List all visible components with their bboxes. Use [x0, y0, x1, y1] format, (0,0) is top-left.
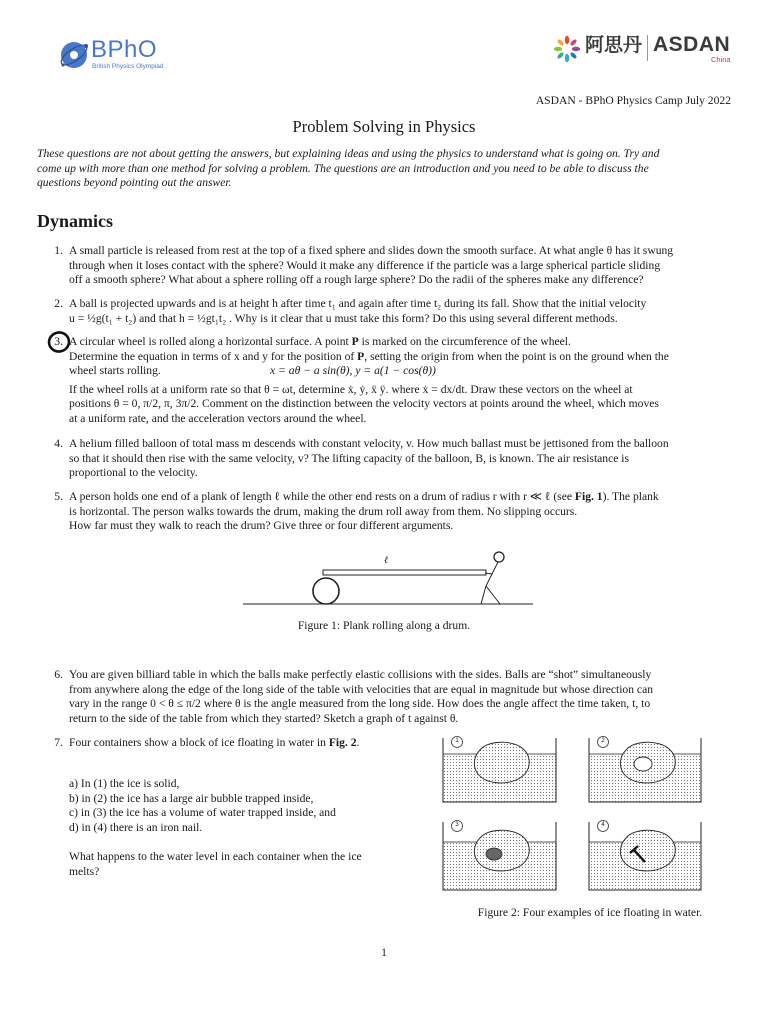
container-3 — [443, 821, 556, 891]
question-line: through when it loses contact with the sphere? Would it make any difference if the particle was a large spherical particle sliding — [69, 258, 661, 272]
question-1 — [69, 244, 731, 288]
question-number: 3. — [54, 335, 63, 348]
question-line: positions θ = 0, π/2, π, 3π/2. Comment on the distinction between the velocity vectors at points around the wheel, which moves — [69, 397, 659, 411]
question-line: You are given billiard table in which the balls make perfectly elastic collisions with the sides. Balls are “shot” simultaneously — [69, 668, 652, 681]
list-item: b) in (2) the ice has a large air bubble trapped inside, — [69, 791, 314, 805]
question-line — [69, 350, 731, 365]
question-line: What happens to the water level in each container when the ice — [69, 850, 362, 863]
text-run: is marked on the circumference of the wheel. — [358, 335, 571, 348]
bpho-logo — [57, 36, 187, 74]
question-line: A small particle is released from rest at the top of a fixed sphere and slides down the smooth surface. At what angle θ has it swung — [69, 244, 674, 257]
question-line: A ball is projected upwards and is at height h after time t₁ and again after time t₂ during its fall. Show that the initial velocity — [69, 297, 647, 310]
question-line: return to the side of the table from which they started? Sketch a graph of t against θ. — [69, 711, 459, 725]
text-run: Four containers show a block of ice floating in water in — [69, 736, 329, 749]
text-run: , setting the origin from when the point is on the ground when the — [364, 349, 669, 363]
question-5 — [69, 490, 731, 534]
asdan-divider — [647, 35, 648, 61]
point-label: P — [357, 349, 365, 363]
question-number: 7. — [54, 736, 63, 749]
question-7-items — [69, 777, 414, 835]
list-item: c) in (3) the ice has a volume of water trapped inside, and — [69, 806, 336, 820]
question-line — [69, 736, 414, 751]
question-line: How far must they walk to reach the drum? Give three or four different arguments. — [69, 519, 454, 533]
question-line: u = ½g(t₁ + t₂) and that h = ½gt₁t₂ . Why is it clear that u must take this form? Do this using several different methods. — [69, 311, 618, 325]
question-6 — [69, 668, 731, 726]
asdan-subtitle: China — [711, 55, 731, 64]
question-line: is horizontal. The person walks towards the drum, making the drum roll away from them. No slipping occurs. — [69, 504, 578, 518]
container-2 — [589, 737, 701, 803]
question-line: melts? — [69, 864, 100, 878]
point-label: P — [351, 335, 359, 348]
question-number: 6. — [54, 668, 63, 681]
question-line: so that it should then rise with the same velocity, v? The lifting capacity of the balloon, B, is known. The air resistance is — [69, 451, 630, 465]
figure-reference: Fig. 1 — [574, 490, 603, 503]
text-run: A person holds one end of a plank of length ℓ while the other end rests on a drum of radius r with r ≪ ℓ (see — [69, 490, 575, 503]
question-4 — [69, 437, 731, 481]
plank — [323, 570, 486, 575]
question-2 — [69, 297, 731, 326]
intro-line: These questions are not about getting the answers, but explaining ideas and using the physics to understand what is going on. Try and — [37, 147, 660, 160]
question-line: off a smooth sphere? What about a sphere rolling off a rough large sphere? Do the radii of the spheres make any difference? — [69, 273, 644, 287]
position-equation: x = aθ − a sin(θ), y = a(1 − cos(θ)) — [270, 364, 436, 378]
figure-2-caption: Figure 2: Four examples of ice floating in water. — [477, 906, 703, 919]
container-4 — [589, 821, 701, 891]
person-leg — [486, 586, 500, 604]
list-item: a) In (1) the ice is solid, — [69, 777, 180, 790]
section-heading: Dynamics — [37, 211, 113, 231]
container-label-1: 1 — [455, 738, 459, 744]
figure-1-plank-drum — [243, 547, 535, 609]
intro-line: questions beyond pointing out the answer. — [37, 176, 232, 190]
bpho-wordmark: BPhO — [91, 36, 158, 63]
question-line: from anywhere along the edge of the long side of the table with velocities that are equal in magnitude but whose direction can — [69, 682, 654, 696]
intro-line: come up with more than one method for solving a problem. The questions are an introduction and you need to be able to discuss the — [37, 161, 649, 175]
asdan-wordmark: ASDAN — [653, 33, 731, 56]
list-item: d) in (4) there is an iron nail. — [69, 820, 203, 834]
figure-reference: Fig. 2 — [328, 736, 357, 749]
question-line: If the wheel rolls at a uniform rate so that θ = ωt, determine ẋ, ẏ, ẍ ÿ. where ẋ = dx/dt. Draw these vectors on the wheel at — [69, 382, 633, 396]
plank-length-label: ℓ — [384, 555, 389, 566]
asdan-logo — [553, 33, 739, 67]
question-number: 1. — [54, 244, 63, 257]
text-run: A circular wheel is rolled along a horizontal surface. A point — [69, 335, 352, 348]
question-line: vary in the range 0 < θ ≤ π/2 where θ is the angle measured from the long side. How does the angle affect the time taken, t, to — [69, 697, 651, 711]
question-line — [69, 364, 731, 379]
page-number: 1 — [381, 946, 387, 959]
event-line: ASDAN - BPhO Physics Camp July 2022 — [535, 94, 731, 107]
container-label-2: 2 — [601, 738, 605, 744]
question-line — [69, 335, 731, 350]
text-run: ). The plank — [602, 490, 659, 503]
drum — [313, 578, 339, 604]
question-number: 5. — [54, 490, 63, 503]
question-line: at a uniform rate, and the acceleration vectors around the wheel. — [69, 411, 367, 425]
question-number: 4. — [54, 437, 63, 450]
text-run: . — [356, 736, 360, 749]
text-run: wheel starts rolling. — [69, 364, 161, 378]
question-7 — [69, 736, 414, 751]
page-title: Problem Solving in Physics — [292, 117, 476, 136]
bpho-atom-logo-icon — [57, 38, 91, 72]
question-7-prompt — [69, 850, 414, 879]
container-label-4: 4 — [601, 822, 605, 828]
question-number: 2. — [54, 297, 63, 310]
container-1 — [443, 737, 556, 803]
container-label-3: 3 — [455, 822, 459, 828]
question-line: proportional to the velocity. — [69, 466, 198, 480]
asdan-petal-logo-icon — [553, 35, 581, 63]
question-line: A helium filled balloon of total mass m descends with constant velocity, v. How much ballast must be jettisoned from the balloon — [69, 437, 669, 450]
figure-2-ice-containers — [440, 734, 740, 894]
intro-paragraph — [37, 147, 731, 191]
asdan-chinese-name: 阿思丹 — [585, 35, 643, 56]
figure-1-caption: Figure 1: Plank rolling along a drum. — [297, 619, 471, 632]
person-head — [494, 552, 504, 562]
question-line — [69, 490, 731, 505]
question-3 — [69, 335, 731, 427]
person-leg — [481, 586, 486, 604]
text-run: Determine the equation in terms of x and y for the position of — [69, 349, 358, 363]
bpho-subtitle: British Physics Olympiad — [92, 63, 164, 70]
